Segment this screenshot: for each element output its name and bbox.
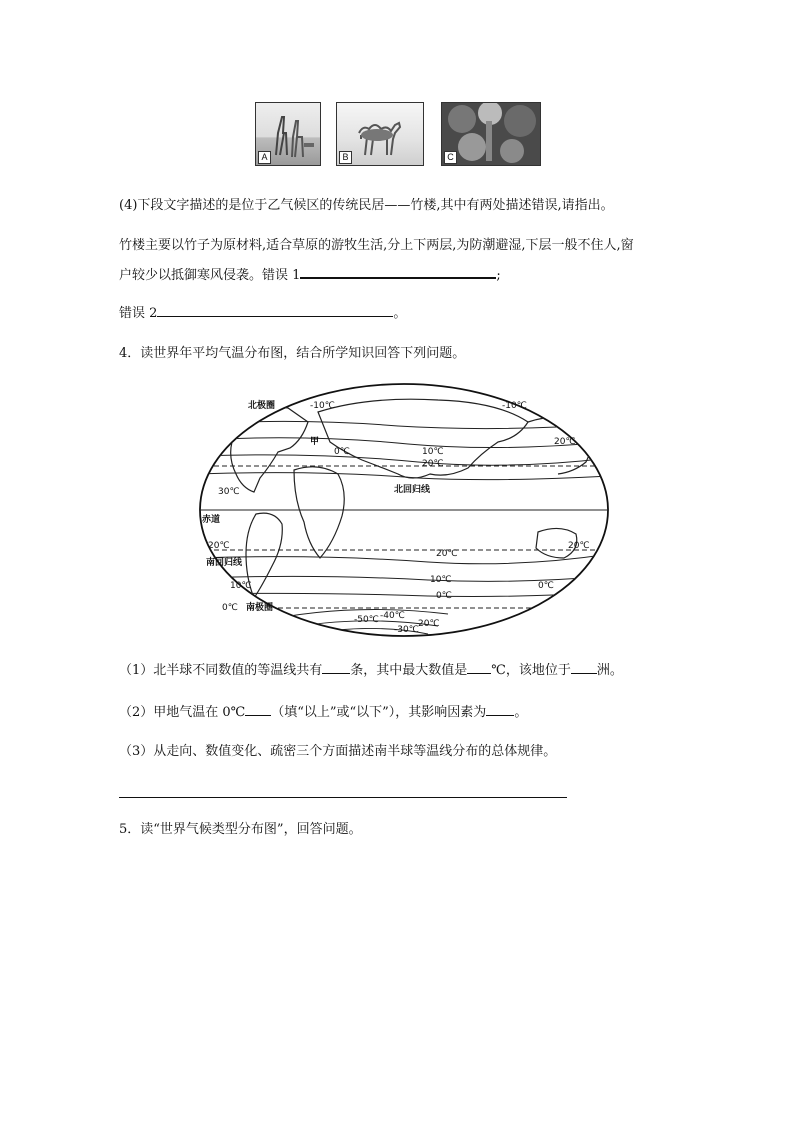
sub2-text-c: 。 (514, 705, 528, 720)
sub-question-2 (119, 705, 527, 721)
label-antarctic-circle: 南极圈 (246, 603, 274, 613)
sub-question-1 (119, 663, 623, 679)
passage-line-1: 竹楼主要以竹子为原材料,适合草原的游牧生活,分上下两层,为防潮避湿,下层一般不住人,窗 (119, 238, 634, 253)
label-0c-south: 0℃ (436, 591, 452, 601)
label-arctic-circle: 北极圈 (248, 401, 276, 411)
label-20c-antarctic: 20℃ (418, 619, 440, 629)
label-20c-asia: 20℃ (422, 459, 444, 469)
world-temperature-map (198, 382, 610, 638)
label-minus10-east: -10℃ (502, 401, 527, 411)
sub1-text-a: （1）北半球不同数值的等温线共有 (119, 663, 323, 678)
error2-end: 。 (393, 306, 407, 321)
sub2-text-a: （2）甲地气温在 0℃ (119, 705, 246, 720)
passage-line-2 (119, 268, 501, 284)
sub3-answer-line[interactable] (119, 797, 567, 798)
sub1-text-c: ℃，该地位于 (491, 663, 571, 678)
label-tropic-cancer: 北回归线 (394, 485, 431, 495)
error1-blank[interactable] (300, 277, 496, 279)
sub-question-3: （3）从走向、数值变化、疏密三个方面描述南半球等温线分布的总体规律。 (119, 744, 557, 759)
error2-label: 错误 2 (119, 306, 158, 321)
label-equator: 赤道 (202, 515, 221, 525)
photo-label: B (339, 151, 352, 164)
label-0c-asia: 0℃ (334, 447, 350, 457)
label-20c-sa: 20℃ (208, 541, 230, 551)
photo-c (441, 102, 541, 166)
sub1-blank-max[interactable] (467, 673, 491, 674)
question-5-title: 5．读“世界气候类型分布图”，回答问题。 (119, 822, 362, 837)
label-10c-sa: 10℃ (230, 581, 252, 591)
passage-line-2-end: ; (496, 268, 501, 283)
photo-label: A (258, 151, 271, 164)
label-20c-east: 20℃ (568, 541, 590, 551)
sub2-text-b: （填“以上”或“以下”），其影响因素为 (271, 705, 487, 720)
sub1-text-d: 洲。 (596, 663, 623, 678)
label-10c-asia: 10℃ (422, 447, 444, 457)
sub2-blank-above-below[interactable] (245, 715, 271, 716)
label-minus50: -50℃ (354, 615, 379, 625)
label-minus30: -30℃ (394, 625, 419, 635)
passage-line-2-text: 户较少以抵御寒风侵袭。错误 1 (119, 268, 301, 283)
label-0c-sw: 0℃ (222, 603, 238, 613)
error2-blank[interactable] (157, 316, 393, 317)
label-jia: 甲 (310, 437, 320, 447)
photo-b (336, 102, 424, 166)
sub1-text-b: 条，其中最大数值是 (350, 663, 468, 678)
q4-part4-prompt: (4)下段文字描述的是位于乙气候区的传统民居——竹楼,其中有两处描述错误,请指出。 (119, 198, 614, 213)
label-tropic-capricorn: 南回归线 (206, 558, 243, 568)
label-0c-se: 0℃ (538, 581, 554, 591)
photo-label: C (444, 151, 457, 164)
error2-line (119, 306, 406, 322)
label-10c-south: 10℃ (430, 575, 452, 585)
label-30c: 30℃ (218, 487, 240, 497)
sub1-blank-count[interactable] (322, 673, 350, 674)
photo-a (255, 102, 321, 166)
label-20c-na: 20℃ (554, 437, 576, 447)
sub2-blank-factor[interactable] (486, 715, 514, 716)
label-20c-south: 20℃ (436, 549, 458, 559)
label-minus40: -40℃ (380, 611, 405, 621)
sub1-blank-continent[interactable] (571, 673, 597, 674)
label-minus10: -10℃ (310, 401, 335, 411)
question-4-title: 4．读世界年平均气温分布图，结合所学知识回答下列问题。 (119, 346, 466, 361)
